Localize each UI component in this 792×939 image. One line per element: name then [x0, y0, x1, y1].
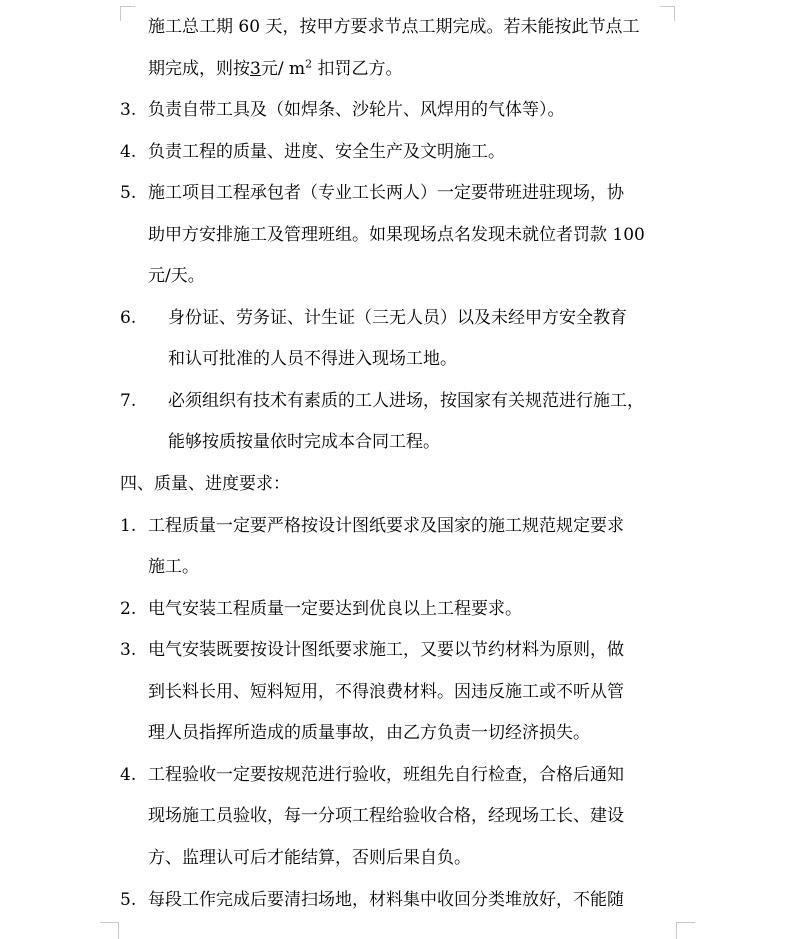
list-item-line: 电气安装工程质量一定要达到优良以上工程要求。 [148, 599, 522, 619]
list-item-line: 电气安装既要按设计图纸要求施工，又要以节约材料为原则，做 [148, 640, 624, 660]
list-number: 4. [120, 142, 137, 162]
list-item-line: 施工项目工程承包者（专业工长两人）一定要带班进驻现场，协 [148, 183, 624, 203]
list-number: 7. [120, 391, 137, 411]
list-item-line: 施工。 [148, 557, 199, 577]
list-number: 3. [120, 100, 137, 120]
bottom-right-crop-mark [676, 922, 695, 939]
list-item-line: 现场施工员验收，每一分项工程给验收合格，经现场工长、建设 [148, 806, 624, 826]
list-number: 1. [120, 516, 137, 536]
superscript: 2 [305, 57, 313, 71]
text-fragment: 期完成，则按 [148, 59, 250, 79]
list-item-line: 和认可批准的人员不得进入现场工地。 [168, 349, 457, 369]
text-fragment: 元/ m [260, 59, 306, 79]
list-number: 2. [120, 599, 137, 619]
penalty-amount: 3 [250, 59, 261, 79]
list-item-line: 负责自带工具及（如焊条、沙轮片、风焊用的气体等）。 [148, 100, 565, 120]
list-item-line: 理人员指挥所造成的质量事故，由乙方负责一切经济损失。 [148, 723, 590, 743]
list-item-line: 工程验收一定要按规范进行验收，班组先自行检查，合格后通知 [148, 765, 624, 785]
top-left-crop-mark [120, 6, 135, 21]
list-item-line: 负责工程的质量、进度、安全生产及文明施工。 [148, 142, 505, 162]
text-fragment: 扣罚乙方。 [312, 59, 403, 79]
bottom-left-crop-mark [100, 922, 119, 939]
list-number: 5. [120, 183, 137, 203]
list-item-line: 能够按质按量依时完成本合同工程。 [168, 432, 440, 452]
list-number: 4. [120, 765, 137, 785]
top-right-crop-mark [660, 6, 675, 21]
list-item-line: 到长料长用、短料短用，不得浪费材料。因违反施工或不听从管 [148, 682, 624, 702]
list-item-line: 助甲方安排施工及管理班组。如果现场点名发现未就位者罚款 100 [148, 225, 645, 245]
paragraph-line: 施工总工期 60 天，按甲方要求节点工期完成。若未能按此节点工 [148, 17, 640, 37]
list-item-line: 元/天。 [148, 266, 205, 286]
list-number: 6. [120, 308, 137, 328]
list-item-line: 方、监理认可后才能结算，否则后果自负。 [148, 848, 471, 868]
list-item-line: 身份证、劳务证、计生证（三无人员）以及未经甲方安全教育 [168, 308, 627, 328]
list-number: 5. [120, 890, 137, 910]
paragraph-line-penalty [148, 58, 403, 80]
list-item-line: 每段工作完成后要清扫场地，材料集中收回分类堆放好，不能随 [148, 890, 624, 910]
section-heading: 四、质量、进度要求： [120, 474, 290, 494]
list-number: 3. [120, 640, 137, 660]
list-item-line: 必须组织有技术有素质的工人进场，按国家有关规范进行施工， [168, 391, 644, 411]
list-item-line: 工程质量一定要严格按设计图纸要求及国家的施工规范规定要求 [148, 516, 624, 536]
